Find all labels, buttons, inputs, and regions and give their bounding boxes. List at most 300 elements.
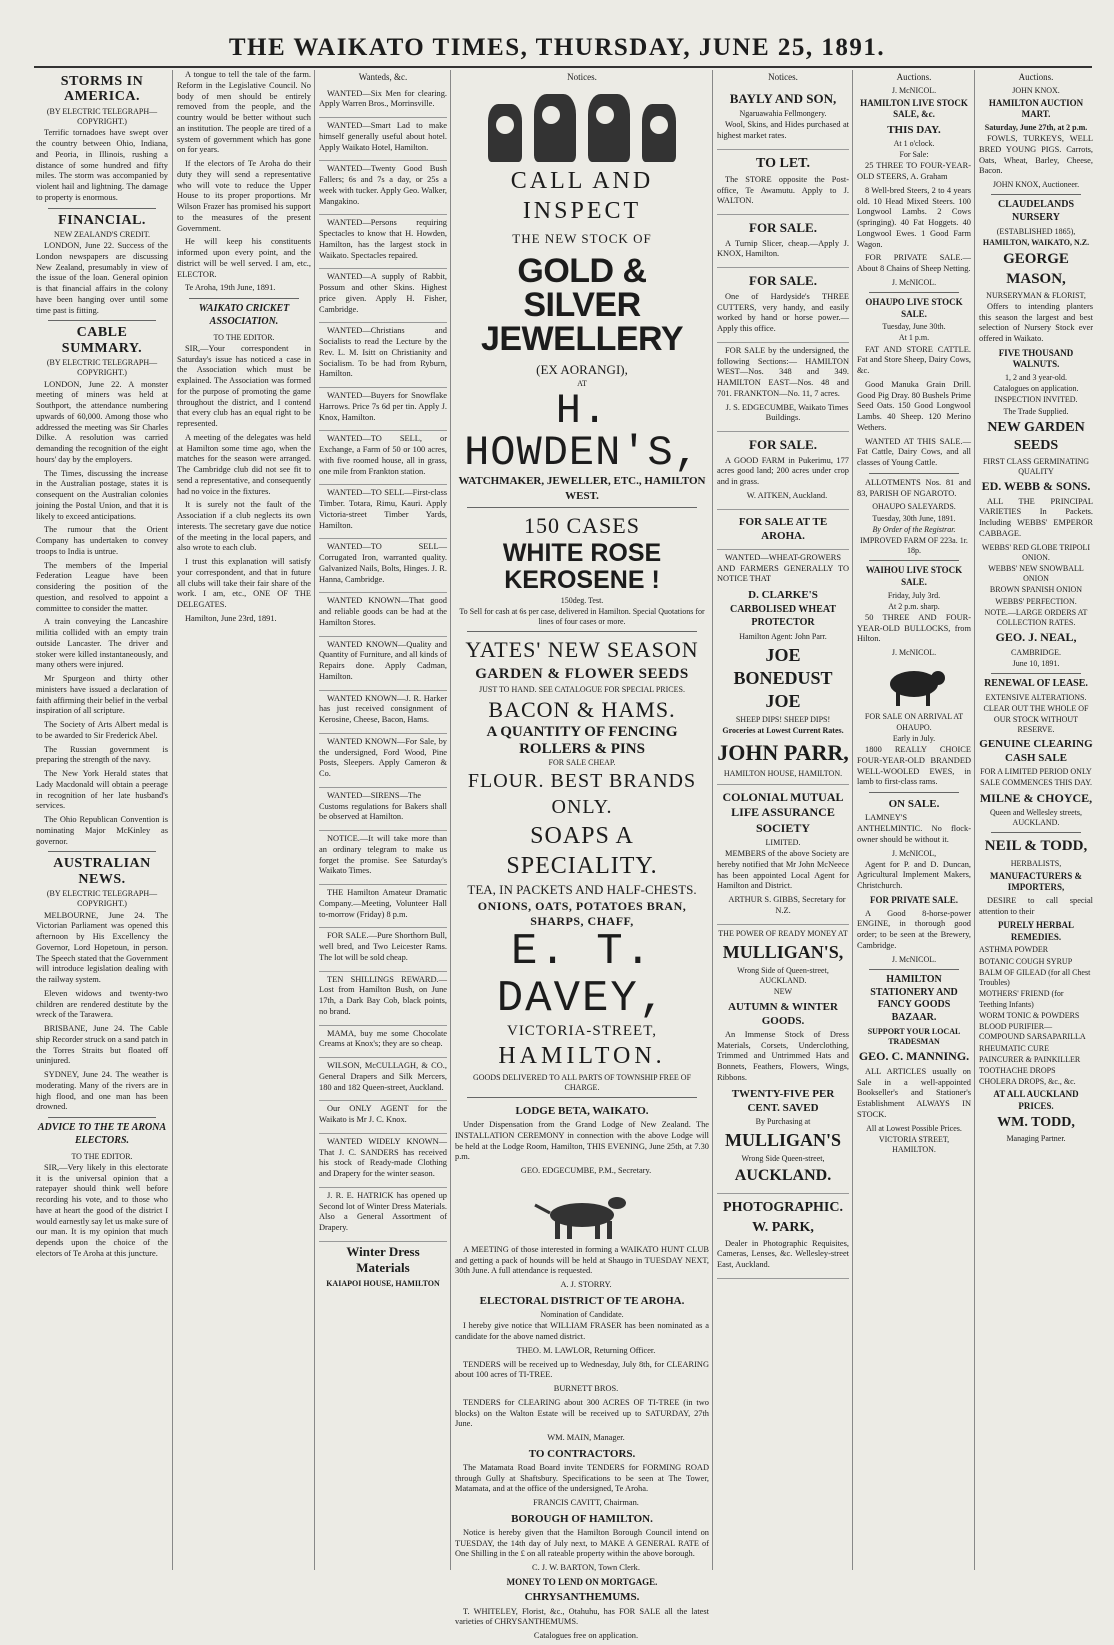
divider [869,292,959,293]
financial-heading: FINANCIAL. [58,212,146,228]
letter-date: Te Aroha, 19th June, 1891. [185,283,276,293]
kerosene-note: To Sell for cash at 6s per case, delivered in Hamilton. Special Quotations for lines of four cases or more. [459,606,705,627]
photographic-heading: PHOTOGRAPHIC. [723,1199,843,1215]
milne-heading: MILNE & CHOYCE, [979,790,1093,805]
auctioneer-name: J. McNICOL. [891,85,937,95]
classified-ad [319,1101,447,1134]
fat-cattle: FAT AND STORE CATTLE. Fat and Store Sheep, Dairy Cows, &c. [857,344,971,376]
cable-text: Mr Spurgeon and thirty other ministers have issued a declaration of faith affirming their belief in the verbal inspiration of all scripture. [36,674,168,716]
mulligans-heading: MULLIGAN'S, [722,941,844,962]
ohaupo-heading: OHAUPO LIVE STOCK SALE. [865,297,963,319]
knox-signature: JOHN KNOX, Auctioneer. [992,180,1080,190]
kerosene-heading: WHITE ROSE KEROSENE ! [502,538,662,595]
hunt-meeting-text: A MEETING of those interested in forming a WAIKATO HUNT CLUB and getting a pack of hounds will be held at Shaugo in TUESDAY NEXT, 30th June. A full attendance is requested. [455,1244,709,1276]
classified-ad [319,1134,447,1188]
cable-subheading: (BY ELECTRIC TELEGRAPH—COPYRIGHT.) [46,358,158,378]
divider [48,1117,156,1118]
divider [48,851,156,852]
power-heading: THE POWER OF READY MONEY AT [718,928,848,938]
webb-heading: ED. WEBB & SONS. [981,479,1091,494]
chrysanthemums-text: T. WHITELEY, Florist, &c., Otahuhu, has FOR SALE all the latest varieties of CHRYSANTHEMUMS. [455,1606,709,1627]
financial-text: LONDON, June 22. Success of the London newspapers are discussing New Zealand, presumably in view of the issue of the loan. General opinion is that financial affairs in the colony have been hanging over until some time past is fitting. [36,241,168,315]
classified-ad [319,86,447,119]
cable-text: The Times, discussing the increase in the Australian postage, states it is consequent on the Australian colonies joining the Postal Union, and that it is likely to exceed anticipations. [36,468,168,521]
new-garden-seeds: NEW GARDEN SEEDS [987,419,1085,453]
classified-ad [319,734,447,788]
colonial-signature: ARTHUR S. GIBBS, Secretary for N.Z. [728,895,846,915]
victoria-street: VICTORIA STREET, HAMILTON. [878,1134,950,1154]
cable-text: LONDON, June 22. A monster meeting of miners was held at Southport, the attendance numbering upwards of 60,000. Among those who addressed the meeting was Sir Charles Dilke. A resolution was carried demanding the recognition of the eight hours' day by the employers. [36,379,168,464]
remedy-item: TOOTHACHE DROPS [979,1065,1056,1075]
sections-ad [717,343,849,432]
classified-ad [319,118,447,161]
cable-text: A train conveying the Lancashire militia collided with an empty train outside Lancaster. The driver and stoker were killed instantaneously, and many others were injured. [36,617,168,670]
purchasing-at: By Purchasing at [755,1116,811,1126]
established: (ESTABLISHED 1865), [996,226,1076,236]
manufacturers: MANUFACTURERS & IMPORTERS, [989,870,1083,893]
yates-heading: YATES' NEW SEASON [465,637,699,663]
stock-list: 8 Well-bred Steers, 2 to 4 years old. 10 Head Mixed Steers. 100 Longwool Lambs. 2 Cows (springing). 40 Fat Hoggets. 40 Longwool Ewes. 1 Good Farm Wagon. [857,185,971,249]
classified-text: NOTICE.—It will take more than an ordinary telegram to make us forget the promise. See Saturday's Waikato Times. [319,834,447,876]
mart-heading: HAMILTON AUCTION MART. [988,97,1084,120]
column-notices-right [712,70,853,1570]
nomination-heading: Nomination of Candidate. [540,1310,624,1320]
farm-heading: FOR SALE. [749,437,817,453]
bayly-ad [717,86,849,150]
desire-text: DESIRE to call special attention to their [979,895,1093,916]
lodge-heading: LODGE BETA, WAIKATO. [515,1105,649,1118]
note: NOTE.—LARGE ORDERS AT COLLECTION RATES. [984,607,1088,628]
ewes-text: 1800 REALLY CHOICE FOUR-YEAR-OLD BRANDED WELL-WOOLED EWES, in lamb to first-class rams. [857,745,971,787]
ohaupo-saleyards: OHAUPO SALEYARDS. [872,502,956,512]
waihou-time: At 2 p.m. sharp. [888,601,940,611]
auctioneer-name: JOHN KNOX. [1012,85,1060,95]
column-auctions-2 [974,70,1097,1570]
lowest-prices: All at Lowest Possible Prices. [866,1123,962,1133]
classified-text: WILSON, McCULLAGH, & CO., General Drapers and Silk Mercers, 180 and 182 Queen-street, Auckland. [319,1061,447,1092]
for-sale-ad [717,268,849,343]
improved-farm: IMPROVED FARM OF 223a. 1r. 18p. [860,536,968,556]
classified-ad [319,593,447,636]
neal-town: CAMBRIDGE. [1010,647,1061,657]
australian-text: SYDNEY, June 24. The weather is moderating. Many of the rivers are in high flood, and one man has been drowned. [36,1070,168,1112]
colonial-text: MEMBERS of the above Society are hereby notified that Mr John McNeece has been appointed Local Agent for Hamilton and District. [717,849,849,891]
for-sale-heading: FOR SALE. [749,220,817,236]
classified-text: WANTED—Buyers for Snowflake Harrows. Price 7s 6d per tin. Apply J. Knox, Hamilton. [319,391,447,422]
by-order: By Order of the Registrar. [872,524,956,534]
cases-heading: 150 CASES [524,512,640,538]
nursery-text: Offers to intending planters this season the largest and best selection of Nursery Stock ever offered in Waikato. [979,301,1093,344]
clear-out: CLEAR OUT THE WHOLE OF OUR STOCK WITHOUT RESERVE. [983,704,1089,734]
borough-text: Notice is hereby given that the Hamilton Borough Council intend on TUESDAY, the 14th day of July next, to MAKE A GENERAL RATE of One Shilling in the £ on all rateable property within the above borough. [455,1527,709,1559]
hunt-signature: A. J. STORRY. [560,1280,612,1290]
mart-date: Saturday, June 27th, at 2 p.m. [984,122,1088,132]
notices-header: Notices. [567,72,597,82]
classified-ad [319,485,447,539]
agent-text: Agent for P. and D. Duncan, Agricultural Implement Makers, Christchurch. [857,859,971,891]
classified-text: WANTED—Christians and Socialists to read the Lecture by the Rev. L. M. Isitt on Christianity and Socialism. To be had from Ryburn, Hamilton. [319,326,447,379]
classified-ad [319,637,447,691]
storms-subheading: (BY ELECTRIC TELEGRAPH—COPYRIGHT.) [46,106,158,127]
classified-ad [319,161,447,215]
tenders-signature: BURNETT BROS. [553,1384,619,1394]
mulligans2-heading: MULLIGAN'S [724,1130,841,1150]
contractors-signature: FRANCIS CAVITT, Chairman. [533,1498,639,1508]
lamp-icon [588,94,630,162]
column-letters [172,70,315,1570]
classified-text: Our ONLY AGENT for the Waikato is Mr J. C. Knox. [319,1104,447,1125]
auctioneer-name: J. McNICOL. [891,954,937,964]
bayly-text: Wool, Skins, and Hides purchased at highest market rates. [717,120,849,141]
classified-text: WANTED—Six Men for clearing. Apply Warren Bros., Morrinsville. [319,88,447,109]
divider [869,473,959,474]
cable-text: The Ohio Republican Convention is nominating Major McKinley as governor. [36,815,168,846]
cable-text: The Russian government is preparing the strength of the navy. [36,744,168,765]
waihou-date: Friday, July 3rd. [887,590,941,600]
saleyards-date: Tuesday, 30th June, 1891. [872,513,956,523]
classified-text: FOR SALE.—Pure Shorthorn Bull, well bred, and Two Leicester Rams. The lot will be sold cheap. [319,931,447,962]
auctions-header: Auctions. [1018,72,1054,82]
perfection: WEBBS' PERFECTION. [995,596,1077,606]
divider [467,1097,697,1098]
wheat-ad [717,550,849,785]
classified-text: WANTED—A supply of Rabbit, Possum and other Skins. Highest price given. Apply H. Fisher, Cambridge. [319,272,447,314]
remedy-item: PAINCURER & PAINKILLER [979,1054,1081,1064]
borough-heading: BOROUGH OF HAMILTON. [511,1512,653,1525]
hamilton-agent: Hamilton Agent: John Parr. [739,631,827,641]
twenty-five: TWENTY-FIVE PER CENT. SAVED [731,1087,835,1114]
cable-text: The rumour that the Orient Company has undertaken to convey troops to India is untrue. [36,525,168,556]
classified-ad [319,1026,447,1059]
column-wanteds [314,70,451,1570]
remedy-item: RHEUMATIC CURE [979,1043,1050,1053]
support-local: SUPPORT YOUR LOCAL TRADESMAN [867,1026,961,1047]
remedy-item: CHOLERA DROPS, &c., &c. [979,1077,1076,1087]
cricket-heading: WAIKATO CRICKET ASSOCIATION. [198,303,290,327]
joe-bonedust: JOE BONEDUST JOE [733,644,833,712]
at-label: AT [577,379,587,389]
cricket-date: Hamilton, June 23rd, 1891. [185,613,277,623]
groceries: Groceries at Lowest Current Rates. [722,726,844,736]
managing-partner: Managing Partner. [1006,1134,1066,1144]
farm-ad [717,432,849,510]
mulligans-ad [717,925,849,1194]
neal-date: June 10, 1891. [1012,659,1060,668]
davey-street: VICTORIA-STREET, [506,1022,658,1039]
classified-text: WANTED—TO SELL, or Exchange, a Farm of 50 or 100 acres, with five roomed house, all in grass, one mile from Frankton station. [319,434,447,476]
lamneys-text: LAMNEY'S ANTHELMINTIC. No flock-owner should be without it. [857,813,971,844]
australian-text: MELBOURNE, June 24. The Victorian Parliament was opened this afternoon by His Excellency the Governor, Lord Hopetoun, in person. The Speech stated that the Government will introduce legislation dealing with the railway system. [36,910,168,985]
autumn-text: An Immense Stock of Dress Materials, Corsets, Underclothing, Trimmed and Untrimmed Hats and Bonnets, Feathers, Flowers, Wings, Ribbons. [717,1029,849,1082]
fencing-rollers: A QUANTITY OF FENCING ROLLERS & PINS [486,724,678,757]
cricket-text: SIR,—Your correspondent in Saturday's issue has noticed a case in the Association which must be explained. The Association was formed for the purpose of promoting the game throughout the district, and I contend that every club has an equal right to be represented. [177,343,311,429]
soaps-heading: SOAPS A SPECIALITY. [506,822,658,880]
stationery-heading: HAMILTON STATIONERY AND FANCY GOODS BAZAAR. [870,973,958,1024]
ex-aorangi: (EX AORANGI), [536,361,628,377]
cricket-text: I trust this explanation will satisfy your correspondent, and that in future all clubs will take their fair share of the work. I am, etc., ONE OF THE DELEGATES. [177,557,311,610]
mulligans-address: Wrong Side of Queen-street, AUCKLAND. [737,966,829,986]
classified-ad [319,831,447,885]
financial-subheading: NEW ZEALAND'S CREDIT. [53,229,151,239]
divider [467,507,697,508]
newspaper-columns [32,70,1096,1641]
classified-text: WANTED—TO SELL—First-class Timber. Totara, Rimu, Kauri. Apply Victoria-street Timber Yards, Hamilton. [319,488,447,530]
autumn-winter: AUTUMN & WINTER GOODS. [728,1000,838,1027]
lodge-signature: GEO. EDGECUMBE, P.M., Secretary. [520,1166,652,1176]
advice-subheading: TO THE EDITOR. [71,1151,133,1161]
remedy-item: MOTHERS' FRIEND (for Teething Infants) [979,989,1064,1009]
classified-text: WANTED—Twenty Good Bush Fallers; 6s and 7s a day, or 25s a week with tucker. Apply Geo. Walker, Mangakino. [319,164,447,206]
wm-todd: WM. TODD, [997,1115,1075,1131]
cable-heading: CABLE SUMMARY. [61,325,143,356]
neal-heading: GEO. J. NEAL, [995,630,1077,645]
mulligans2-address: Wrong Side Queen-street, [741,1154,825,1164]
cable-text: The New York Herald states that Lady Macdonald will obtain a peerage in recognition of her late husband's services. [36,769,168,811]
divider [48,320,156,321]
advice-heading: ADVICE TO THE TE ARONA ELECTORS. [37,1122,167,1146]
photographic-ad [717,1194,849,1279]
divider [869,969,959,970]
dclarke-heading: D. CLARKE'S [748,589,818,602]
chrysanthemums-heading: CHRYSANTHEMUMS. [524,1591,640,1604]
onions-heading: ONIONS, OATS, POTATOES BRAN, SHARPS, CHAFF, [477,898,687,929]
on-sale: ON SALE. [888,798,940,811]
lamp-icon [642,104,676,162]
auckland-prices: AT ALL AUCKLAND PRICES. [993,1089,1079,1111]
divider [991,673,1081,674]
hamilton-waikato: HAMILTON, WAIKATO, N.Z. [982,238,1090,248]
classified-text: MAMA, buy me some Chocolate Creams at Knox's; they are so cheap. [319,1028,447,1049]
call-inspect: CALL AND INSPECT [510,167,654,225]
waihou-heading: WAIHOU LIVE STOCK SALE. [865,565,963,587]
classified-text: WANTED KNOWN—Quality and Quantity of Furniture, and all kinds of Repairs done. Apply Cadman, Hamilton. [319,639,447,681]
column-news [32,70,172,1570]
carbolised-heading: CARBOLISED WHEAT PROTECTOR [729,604,837,628]
sections-signature: J. S. EDGECUMBE, Waikato Times Buildings. [725,402,849,423]
auctioneer-name: J. McNICOL. [891,648,937,658]
wheat-text: WANTED—WHEAT-GROWERS AND FARMERS GENERALLY TO NOTICE THAT [717,552,849,584]
divider [991,832,1081,833]
nurseryman: NURSERYMAN & FLORIST, [986,290,1086,300]
classified-ad [319,1058,447,1101]
classified-text: WANTED—Persons requiring Spectacles to know that H. Howden, Hamilton, has the largest stock in Waikato. Spectacles repaired. [319,218,447,260]
cable-text: The members of the Imperial Federation League have been considering the position of the question, and resolved to appoint a committee to consider the matter. [36,560,168,613]
farm-signature: W. AITKEN, Auckland. [746,490,828,500]
parr-address: HAMILTON HOUSE, HAMILTON. [723,768,843,778]
contractors-text: The Matamata Road Board invite TENDERS for FORMING ROAD through Gully at Shaftsbury. Specifications to be seen at The Tower, Matamata, and at the office of the undersigned, Te Aroha. [455,1462,709,1494]
borough-signature: C. J. W. BARTON, Town Clerk. [532,1563,640,1573]
letter-text: He will keep his constituents informed upon every point, and the district will be well served. I am, etc., ELECTOR. [177,237,311,279]
bayly-heading: BAYLY AND SON, [729,90,837,106]
kaiapoi-house: KAIAPOI HOUSE, HAMILTON [326,1279,440,1289]
new-label: NEW [773,987,793,997]
renewal-heading: RENEWAL OF LEASE. [984,678,1088,690]
remedy-item: BALM OF GILEAD (for all Chest Troubles) [979,967,1091,988]
classified-ad [319,431,447,485]
classified-text: WANTED WIDELY KNOWN—That J. C. SANDERS has received his stock of Ready-made Clothing and Drapery for the winter season. [319,1136,447,1179]
howden-name: H. HOWDEN'S, [464,387,700,478]
sheep-dips: SHEEP DIPS! SHEEP DIPS! [735,715,831,725]
goods-delivered: GOODS DELIVERED TO ALL PARTS OF TOWNSHIP FREE OF CHARGE. [472,1072,692,1092]
for-sale-text: A Turnip Slicer, cheap.—Apply J. KNOX, Hamilton. [717,238,849,259]
classified-text: WANTED KNOWN—J. R. Harker has just received consignment of Kerosine, Cheese, Bacon, Hams. [319,693,447,725]
wanted-sale: WANTED AT THIS SALE.—Fat Cattle, Dairy Cows, and all classes of Young Cattle. [857,436,971,468]
dog-illustration [527,1181,637,1241]
colonial-heading: COLONIAL MUTUAL LIFE ASSURANCE SOCIETY [722,789,844,835]
classified-ad [319,928,447,971]
remedy-list [979,945,1093,1087]
colonial-ad [717,785,849,925]
divider [467,631,697,632]
classified-ad [319,788,447,831]
contractors-heading: TO CONTRACTORS. [528,1447,636,1460]
classified-text: WANTED KNOWN—For Sale, by the undersigned, Ford Wood, Pine Posts, Sleepers. Apply Cameron & Co. [319,736,447,779]
bacon-hams: BACON & HAMS. [488,697,676,723]
divider [991,194,1081,195]
fowls-text: FOWLS, TURKEYS, WELL BRED YOUNG PIGS. Carrots, Oats, Wheat, Barley, Cheese, Bacon. [979,134,1093,176]
extensive: EXTENSIVE ALTERATIONS. [985,693,1087,703]
kerosene-test: 150deg. Test. [560,595,604,605]
classified-text: WANTED KNOWN—That good and reliable goods can be had at the Hamilton Stores. [319,596,447,627]
inspection: INSPECTION INVITED. [994,395,1078,405]
farm-text: A GOOD FARM in Pukerimu, 177 acres good land; 200 acres under crop and in grass. [717,455,849,487]
lamp-icon [534,94,576,162]
auctions-header: Auctions. [896,72,932,82]
garden-seeds-heading: GARDEN & FLOWER SEEDS [475,665,689,682]
classified-ad [319,215,447,269]
tenders2-text: TENDERS for CLEARING about 300 ACRES OF TI-TREE (in two blocks) on the Walton Estate will be received up to SATURDAY, 27th June. [455,1397,709,1429]
remedy-item: BOTANIC COUGH SYRUP [979,956,1073,966]
cricket-subheading: TO THE EDITOR. [213,332,275,342]
george-mason: GEORGE MASON, [1003,251,1069,287]
classified-ad [319,972,447,1026]
classified-ad [319,539,447,593]
bullocks-text: 50 THREE AND FOUR-YEAR-OLD BULLOCKS, from Hilton. [857,612,971,644]
classified-text: J. R. E. HATRICK has opened up Second lot of Winter Dress Materials. Also a General Assortment of Drapery. [319,1190,447,1233]
livestock-heading: HAMILTON LIVE STOCK SALE, &c. [860,97,968,120]
manning-text: ALL ARTICLES usually on Sale in a well-appointed Bookseller's and Stationer's Establishment ALWAYS IN STOCK. [857,1066,971,1119]
australian-text: BRISBANE, June 24. The Cable ship Recorder struck on a sand patch in the Torres Straits but floated off uninjured. [36,1024,168,1066]
classified-ad [319,1188,447,1242]
to-let-ad [717,150,849,215]
winter-dress-materials: Winter Dress Materials [346,1243,420,1276]
remedy-item: ASTHMA POWDER [979,945,1049,955]
colonial-limited: LIMITED. [765,838,801,847]
auctioneer-name: J. McNICOL, [891,848,937,858]
classified-text: TEN SHILLINGS REWARD.—Lost from Hamilton Bush, on June 17th, a Dark Bay Cob, black points, no brand. [319,974,447,1016]
letter-text: A tongue to tell the tale of the farm. Reform in the Legislative Council. No body of men should be entirely removed from the people, and the country would be better without such an institution. The people are tired of a system of government which has gone on for years. [177,70,311,155]
engine-text: A Good 8-horse-power ENGINE, in thorough good order; to be seen at the Brewery, Cambridge. [857,908,971,950]
australian-text: Eleven widows and twenty-two children are rendered destitute by the wreck of the Tarawera. [36,988,168,1020]
divider [869,792,959,793]
remedy-item: WORM TONIC & POWDERS [979,1010,1080,1020]
walnuts-heading: FIVE THOUSAND WALNUTS. [998,347,1074,370]
onion-variety: WEBBS' NEW SNOWBALL ONION [988,564,1084,584]
claudelands-heading: CLAUDELANDS NURSERY [997,199,1075,224]
catalogues: Catalogues on application. [993,384,1079,394]
tea-heading: TEA, IN PACKETS AND HALF-CHESTS. [467,882,697,898]
davey-town: HAMILTON. [498,1042,666,1069]
masthead-rule [34,66,1092,68]
davey-name: E. T. DAVEY, [496,927,668,1024]
for-sale-label: For Sale: [899,150,929,160]
trade-supplied: The Trade Supplied. [1003,406,1069,416]
for-sale-text: One of Hardyside's THREE CUTTERS, very handy, and easily worked by hand or horse power.—Apply this office. [717,291,849,334]
australian-heading: AUSTRALIAN NEWS. [53,856,151,887]
howden-subtitle: WATCHMAKER, JEWELLER, ETC., HAMILTON WEST. [458,475,706,502]
webb-text: ALL THE PRINCIPAL VARIETIES In Packets. Including WEBBS' EMPEROR CABBAGE. [979,496,1093,538]
storms-text: Terrific tornadoes have swept over the country between Ohio, Indiana, and Peoria, in Illinois, rushing a distance of some hundred and fifty miles. The storm was accompanied by violent hail and lightning. The damage to property is enormous. [36,128,168,202]
notices-header: Notices. [768,72,798,82]
for-sale-ad [717,215,849,268]
nomination-text: I hereby give notice that WILLIAM FRASER has been nominated as a candidate for the above named district. [455,1321,709,1342]
classified-ad [319,269,447,323]
manning-heading: GEO. C. MANNING. [858,1049,970,1064]
this-day: THIS DAY. [887,123,941,136]
sale-commences: SALE COMMENCES THIS DAY. [980,778,1092,788]
classified-text: WANTED—Smart Lad to make himself generally useful about hotel. Apply Waikato Hotel, Hamilton. [319,121,447,152]
chrysanthemums-footer: Catalogues free on application. [533,1631,639,1641]
classified-ad [319,323,447,388]
ohaupo-date: Tuesday, June 30th. [882,322,946,332]
classified-ad [319,885,447,928]
fat-list: Good Manuka Grain Drill. Good Pig Dray. 80 Bushels Prime Seed Oats. 150 Good Longwool Lambs. 40 Sheep. 120 Merino Wethers. [857,379,971,432]
tenders-text: TENDERS will be received up to Wednesday, July 8th, for CLEARING about 100 acres of TI-TREE. [455,1359,709,1380]
lodge-text: Under Dispensation from the Grand Lodge of New Zealand. The INSTALLATION CEREMONY in connection with the above Lodge will be held at the Lodge Room, Hamilton, THIS EVENING, June 25th, at 7.30 p.m. [455,1120,709,1162]
ohaupo-time: At 1 p.m. [898,333,930,343]
te-aroha-ad [717,510,849,550]
classified-text: THE Hamilton Amateur Dramatic Company.—Meeting, Volunteer Hall to-morrow (Friday) 8 p.m. [319,888,447,919]
private-sale-heading: FOR PRIVATE SALE. [870,894,958,905]
masthead: THE WAIKATO TIMES, THURSDAY, JUNE 25, 1891. [228,34,886,61]
allotments: ALLOTMENTS Nos. 81 and 83, PARISH OF NGAROTO. [857,477,971,498]
wpark-text: Dealer in Photographic Requisites, Cameras, Lenses, &c. Wellesley-street East, Auckland. [717,1238,849,1270]
advice-text: SIR,—Very likely in this electorate it is the universal opinion that a ratepayer should think well before recording his vote, and to those who have at heart the good of the district I would earnestly say let us make sure of our man. It is my opinion that much depends upon the choice of the electors of Te Aroha at this juncture. [36,1162,168,1258]
australian-subheading: (BY ELECTRIC TELEGRAPH—COPYRIGHT.) [46,889,158,909]
lamp-illustrations [455,92,709,162]
nomination-signature: THEO. M. LAWLOR, Returning Officer. [516,1345,656,1355]
neil-todd: NEIL & TODD, [984,838,1088,855]
onion-variety: WEBBS' RED GLOBE TRIPOLI ONION. [981,542,1091,562]
classified-ad [319,388,447,431]
divider [189,298,299,299]
garden-seeds-sub: JUST TO HAND. SEE CATALOGUE FOR SPECIAL PRICES. [479,684,685,694]
to-let-heading: TO LET. [756,155,810,171]
electoral-heading: ELECTORAL DISTRICT OF TE AROHA. [479,1294,685,1307]
bayly-subheading: Ngaruawahia Fellmongery. [739,109,827,119]
to-let-text: The STORE opposite the Post-office, Te Awamutu. Apply to J. WALTON. [717,174,849,206]
arrival-heading: FOR SALE ON ARRIVAL AT OHAUPO. [864,712,964,732]
limited-period: FOR A LIMITED PERIOD ONLY [980,767,1092,777]
for-sale-heading: FOR SALE. [749,273,817,289]
new-stock: THE NEW STOCK OF [512,230,652,246]
herbalists: HERBALISTS, [1010,858,1062,868]
cricket-text: It is surely not the fault of the Association if a club neglects its own interests. The secretary gave due notice of the meeting in the local papers, and also wrote to each club. [177,500,311,553]
john-parr: JOHN PARR, [717,739,849,765]
flour-heading: FLOUR. BEST BRANDS ONLY. [467,770,697,819]
tenders2-signature: WM. MAIN, Manager. [547,1433,625,1443]
cricket-text: A meeting of the delegates was held at Hamilton some time ago, when the matches for the season were arranged. The Cambridge club did not see fit to send a representative, and consequently had no voice in the fixtures. [177,432,311,496]
classified-text: WANTED—SIRENS—The Customs regulations for Bakers shall be observed at Hamilton. [319,790,447,822]
auckland: AUCKLAND. [734,1167,832,1185]
milne-address: Queen and Wellesley streets, AUCKLAND. [989,807,1083,828]
divider [48,208,156,209]
onion-variety: BROWN SPANISH ONION [989,585,1083,595]
remedy-item: BLOOD PURIFIER—COMPOUND SARSAPARILLA [979,1022,1086,1042]
lamp-icon [488,104,522,162]
column-auctions-1 [852,70,975,1570]
private-sale: FOR PRIVATE SALE.—About 8 Chains of Sheep Netting. [857,253,971,274]
